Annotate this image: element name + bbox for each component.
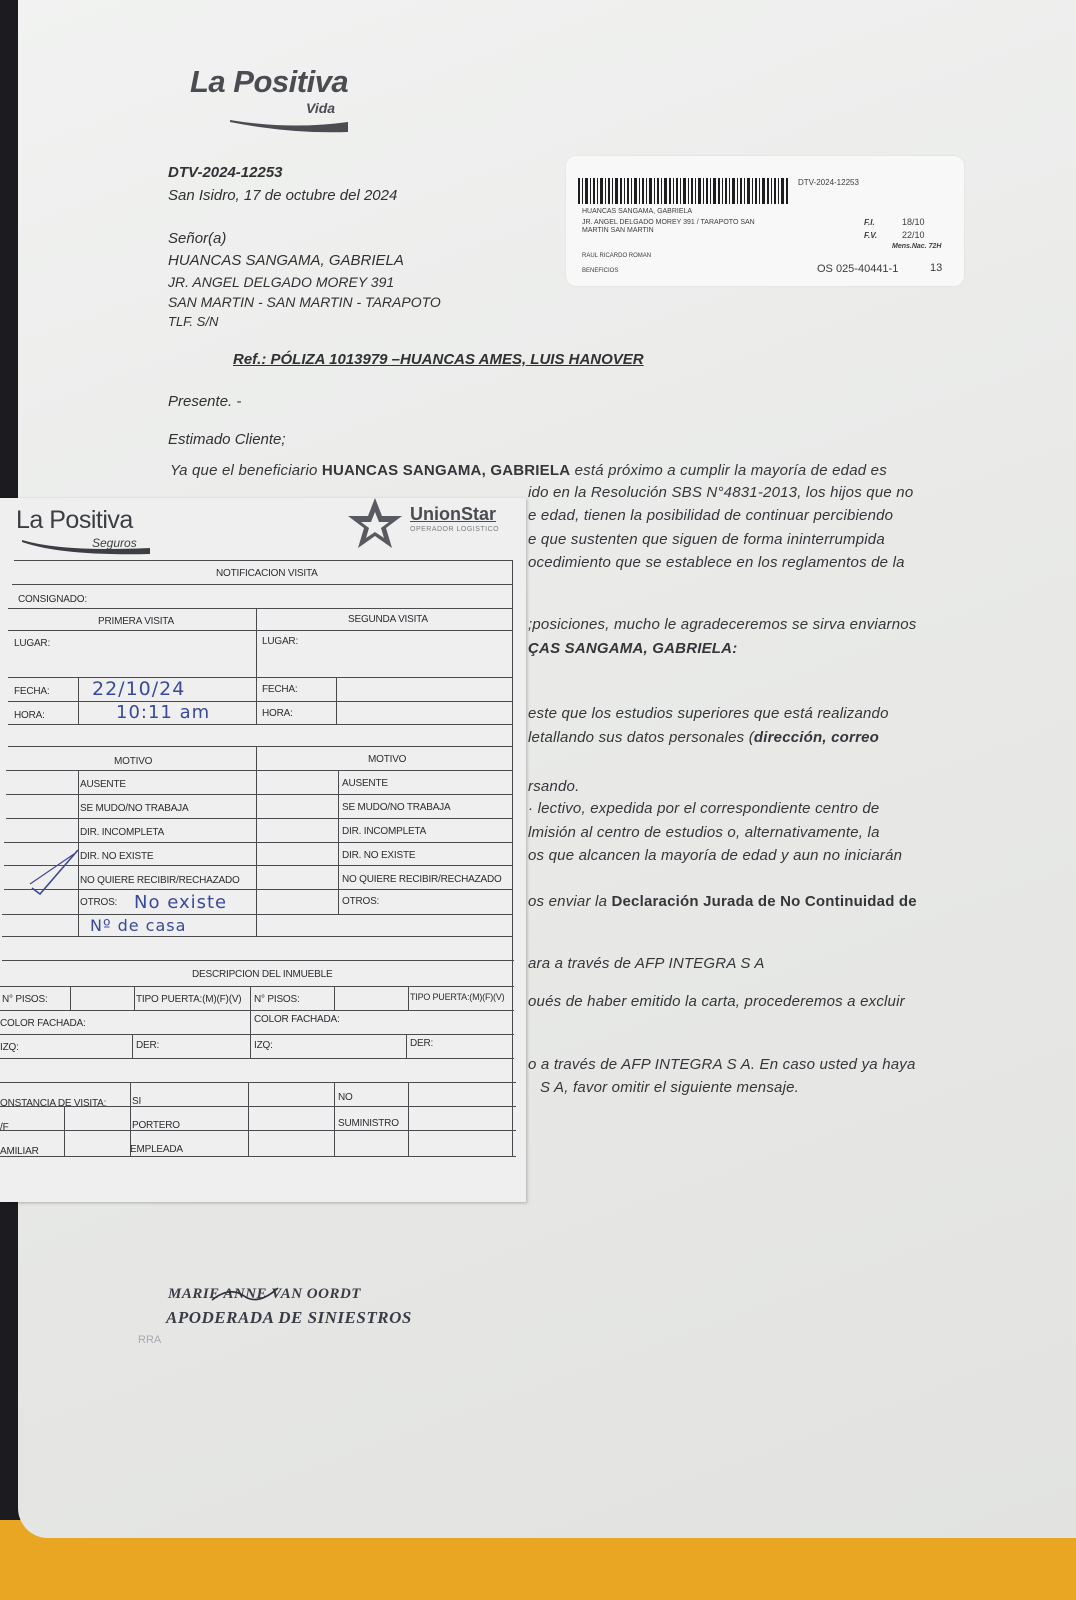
otros-handwritten-1: No existe [134, 892, 228, 913]
suministro-label: SUMINISTRO [338, 1118, 399, 1129]
label-fv-value: 22/10 [902, 230, 925, 240]
portero-label: PORTERO [132, 1120, 180, 1131]
greeting-line: Estimado Cliente; [168, 431, 286, 448]
body-line-16: oués de haber emitido la carta, procederemos a excluir [528, 993, 905, 1010]
tipo-puerta-label-2: TIPO PUERTA:(M)(F)(V) [410, 992, 505, 1002]
lugar-label-1: LUGAR: [14, 638, 51, 649]
motivo-header-2: MOTIVO [368, 754, 407, 765]
recipient-phone: TLF. S/N [168, 314, 219, 329]
color-fachada-label-2: COLOR FACHADA: [254, 1014, 340, 1025]
checkmark-icon [26, 844, 82, 900]
policy-reference: Ref.: PÓLIZA 1013979 –HUANCAS AMES, LUIS HANOVER [233, 351, 644, 368]
body-line-1-a: Ya que el beneficiario [170, 462, 322, 479]
fecha-label-1: FECHA: [14, 686, 50, 697]
form-logo-sub: Seguros [92, 536, 137, 550]
body-line-3: e edad, tienen la posibilidad de continuar percibiendo [528, 507, 894, 524]
body-line-4: e que sustenten que siguen de forma ininterrumpida [528, 531, 885, 548]
barcode-label [566, 156, 964, 286]
signature-scribble-icon [210, 1284, 280, 1306]
logo-swoosh-icon [230, 116, 350, 136]
presente-line: Presente. - [168, 393, 242, 410]
motivo-ausente-1: AUSENTE [80, 779, 126, 790]
body-line-9-bold: dirección, correo [753, 729, 880, 746]
label-count: 13 [930, 262, 943, 274]
visit-notification-form [0, 498, 526, 1202]
izq-label-1: IZQ: [0, 1042, 19, 1053]
hora-handwritten: 10:11 am [116, 702, 211, 723]
label-dept: BENEFICIOS [582, 268, 619, 274]
lugar-label-2: LUGAR: [262, 636, 299, 647]
label-address-2: MARTIN SAN MARTIN [582, 227, 654, 234]
otros-label-1: OTROS: [80, 897, 118, 908]
hora-label-2: HORA: [262, 708, 293, 719]
body-line-15: ara a través de AFP INTEGRA S A [528, 955, 765, 972]
der-label-2: DER: [410, 1038, 434, 1049]
label-code: DTV-2024-12253 [798, 178, 859, 187]
color-fachada-label-1: COLOR FACHADA: [0, 1018, 86, 1029]
letter-salutation: Señor(a) [168, 230, 227, 247]
body-line-12: lmisión al centro de estudios o, alternativamente, la [528, 824, 880, 841]
letter-date: San Isidro, 17 de octubre del 2024 [168, 187, 398, 204]
pisos-label-2: N° PISOS: [254, 994, 300, 1005]
motivo-dir-incompleta-2: DIR. INCOMPLETA [342, 826, 427, 837]
body-line-2: ido en la Resolución SBS N°4831-2013, los hijos que no [528, 484, 914, 501]
body-line-9-a: letallando sus datos personales ( [528, 729, 754, 746]
hora-label-1: HORA: [14, 710, 45, 721]
motivo-header-1: MOTIVO [114, 756, 153, 767]
signatory-title: APODERADA DE SINIESTROS [166, 1308, 412, 1327]
motivo-rechazado-2: NO QUIERE RECIBIR/RECHAZADO [342, 874, 502, 885]
second-visit-header: SEGUNDA VISITA [348, 614, 428, 625]
consignado-label: CONSIGNADO: [18, 594, 87, 605]
body-line-18: S A, favor omitir el siguiente mensaje. [540, 1079, 800, 1096]
otros-handwritten-2: Nº de casa [90, 916, 187, 935]
empleada-label: EMPLEADA [130, 1144, 183, 1155]
body-line-1-bold: HUANCAS SANGAMA, GABRIELA [321, 462, 571, 479]
label-service: Mens.Nac. 72H [892, 243, 942, 250]
constancia-label: ONSTANCIA DE VISITA: [0, 1098, 107, 1109]
recipient-name: HUANCAS SANGAMA, GABRIELA [168, 252, 404, 269]
body-line-14-bold: Declaración Jurada de No Continuidad de [611, 893, 917, 910]
constancia-no: NO [338, 1092, 353, 1103]
constancia-si: SI [132, 1096, 142, 1107]
form-la-positiva-logo: La Positiva [16, 506, 133, 534]
f-label: /F [0, 1122, 9, 1133]
otros-label-2: OTROS: [342, 896, 380, 907]
initials: RRA [138, 1334, 162, 1346]
label-name: HUANCAS SANGAMA, GABRIELA [582, 208, 693, 215]
body-line-8: este que los estudios superiores que está realizando [528, 705, 889, 722]
familiar-label: AMILIAR [0, 1146, 39, 1157]
body-line-7: ÇAS SANGAMA, GABRIELA: [528, 640, 738, 657]
motivo-se-mudo-2: SE MUDO/NO TRABAJA [342, 802, 451, 813]
izq-label-2: IZQ: [254, 1040, 273, 1051]
letter-ref-code: DTV-2024-12253 [168, 164, 283, 181]
recipient-address-line-1: JR. ANGEL DELGADO MOREY 391 [168, 274, 395, 290]
pisos-label-1: N° PISOS: [2, 994, 48, 1005]
label-sender: RAUL RICARDO ROMAN [582, 253, 652, 259]
body-line-6: ;posiciones, mucho le agradeceremos se sirva enviarnos [528, 616, 917, 633]
motivo-dir-no-existe-1: DIR. NO EXISTE [80, 851, 154, 862]
signatory-name: MARIE ANNE VAN OORDT [168, 1286, 361, 1302]
inmueble-title: DESCRIPCION DEL INMUEBLE [192, 969, 333, 980]
form-title: NOTIFICACION VISITA [216, 568, 318, 579]
der-label-1: DER: [136, 1040, 160, 1051]
body-line-14-a: os enviar la [528, 893, 612, 910]
body-line-14 [528, 893, 917, 910]
label-os-number: OS 025-40441-1 [817, 263, 899, 275]
label-fv-label: F.V. [864, 231, 878, 240]
body-line-9 [528, 729, 879, 746]
body-line-10: rsando. [528, 778, 580, 795]
body-line-1 [170, 462, 887, 479]
body-line-11: · lectivo, expedida por el correspondiente centro de [528, 800, 880, 817]
fecha-handwritten: 22/10/24 [92, 678, 186, 700]
unionstar-logo: UnionStar [410, 504, 497, 524]
label-fi-label: F.I. [864, 218, 875, 227]
body-line-5: ocedimiento que se establece en los reglamentos de la [528, 554, 905, 571]
first-visit-header: PRIMERA VISITA [98, 616, 174, 627]
la-positiva-logo: La Positiva [190, 64, 349, 99]
body-line-13: os que alcancen la mayoría de edad y aun no iniciarán [528, 847, 903, 864]
motivo-dir-incompleta-1: DIR. INCOMPLETA [80, 827, 165, 838]
motivo-se-mudo-1: SE MUDO/NO TRABAJA [80, 803, 189, 814]
unionstar-sub: OPERADOR LOGISTICO [410, 526, 500, 533]
body-line-1-c: está próximo a cumplir la mayoría de edad es [570, 462, 887, 479]
label-address-1: JR. ANGEL DELGADO MOREY 391 / TARAPOTO SAN [582, 219, 755, 226]
recipient-address-line-2: SAN MARTIN - SAN MARTIN - TARAPOTO [168, 294, 441, 310]
motivo-ausente-2: AUSENTE [342, 778, 388, 789]
form-logo-swoosh-icon [22, 538, 152, 556]
label-fi-value: 18/10 [902, 217, 925, 227]
body-line-17: o a través de AFP INTEGRA S A. En caso usted ya haya [528, 1056, 916, 1073]
barcode-icon [578, 178, 788, 204]
unionstar-star-icon [344, 498, 406, 556]
motivo-dir-no-existe-2: DIR. NO EXISTE [342, 850, 416, 861]
motivo-rechazado-1: NO QUIERE RECIBIR/RECHAZADO [80, 875, 240, 886]
fecha-label-2: FECHA: [262, 684, 298, 695]
la-positiva-vida-tagline: Vida [306, 100, 336, 116]
tipo-puerta-label-1: TIPO PUERTA:(M)(F)(V) [136, 994, 242, 1005]
